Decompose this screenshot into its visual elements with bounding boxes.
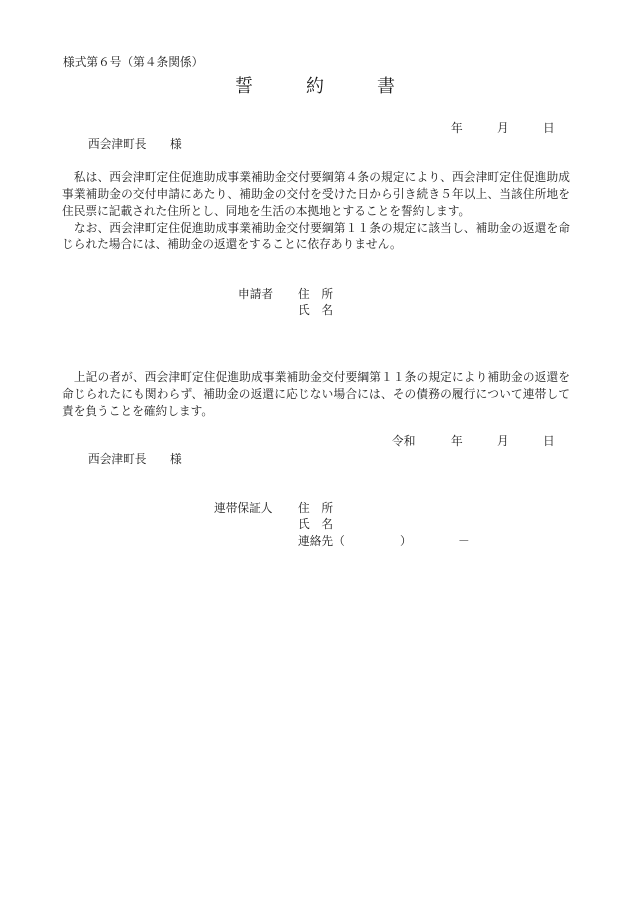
guarantor-contact-paren-close: ） bbox=[400, 534, 412, 548]
guarantee-date-day: 日 bbox=[543, 434, 555, 448]
guarantee-addressee-name: 西会津町長 bbox=[88, 452, 147, 466]
pledge-date-year: 年 bbox=[451, 121, 463, 135]
applicant-name-label: 氏 名 bbox=[298, 303, 334, 317]
guarantor-contact-dash: － bbox=[458, 534, 470, 548]
paragraph-line: なお、西会津町定住促進助成事業補助金交付要綱第１１条の規定に該当し、補助金の返還を命 bbox=[62, 221, 570, 235]
guarantor-address-label: 住 所 bbox=[298, 501, 334, 515]
guarantee-addressee-honorific: 様 bbox=[170, 452, 182, 466]
pledge-addressee-name: 西会津町長 bbox=[88, 137, 147, 151]
paragraph-line: 住民票に記載された住所とし、同地を生活の本拠地とすることを誓約します。 bbox=[62, 204, 471, 218]
guarantee-date-era: 令和 bbox=[392, 434, 416, 448]
pledge-date-month: 月 bbox=[497, 121, 509, 135]
form-number: 様式第６号（第４条関係） bbox=[63, 55, 204, 69]
applicant-role-label: 申請者 bbox=[238, 287, 274, 301]
pledge-date-day: 日 bbox=[543, 121, 555, 135]
paragraph-line: 私は、西会津町定住促進助成事業補助金交付要綱第４条の規定により、西会津町定住促進助成 bbox=[62, 170, 570, 184]
paragraph-line: 命じられたにも関わらず、補助金の返還に応じない場合には、その債務の履行について連帯して bbox=[62, 387, 570, 401]
paragraph-line: 上記の者が、西会津町定住促進助成事業補助金交付要綱第１１条の規定により補助金の返還を bbox=[62, 370, 570, 384]
paragraph-line: じられた場合には、補助金の返還をすることに依存ありません。 bbox=[62, 237, 402, 251]
guarantor-role-label: 連帯保証人 bbox=[214, 501, 273, 515]
guarantor-name-label: 氏 名 bbox=[298, 517, 334, 531]
paragraph-line: 責を負うことを確約します。 bbox=[62, 404, 214, 418]
pledge-addressee-honorific: 様 bbox=[170, 137, 182, 151]
document-title: 誓約書 bbox=[235, 76, 448, 97]
applicant-address-label: 住 所 bbox=[298, 287, 334, 301]
paragraph-line: 事業補助金の交付申請にあたり、補助金の交付を受けた日から引き続き５年以上、当該住所地を bbox=[62, 187, 570, 201]
guarantee-date-year: 年 bbox=[451, 434, 463, 448]
guarantor-contact-label: 連絡先（ bbox=[298, 534, 345, 548]
guarantee-date-month: 月 bbox=[497, 434, 509, 448]
